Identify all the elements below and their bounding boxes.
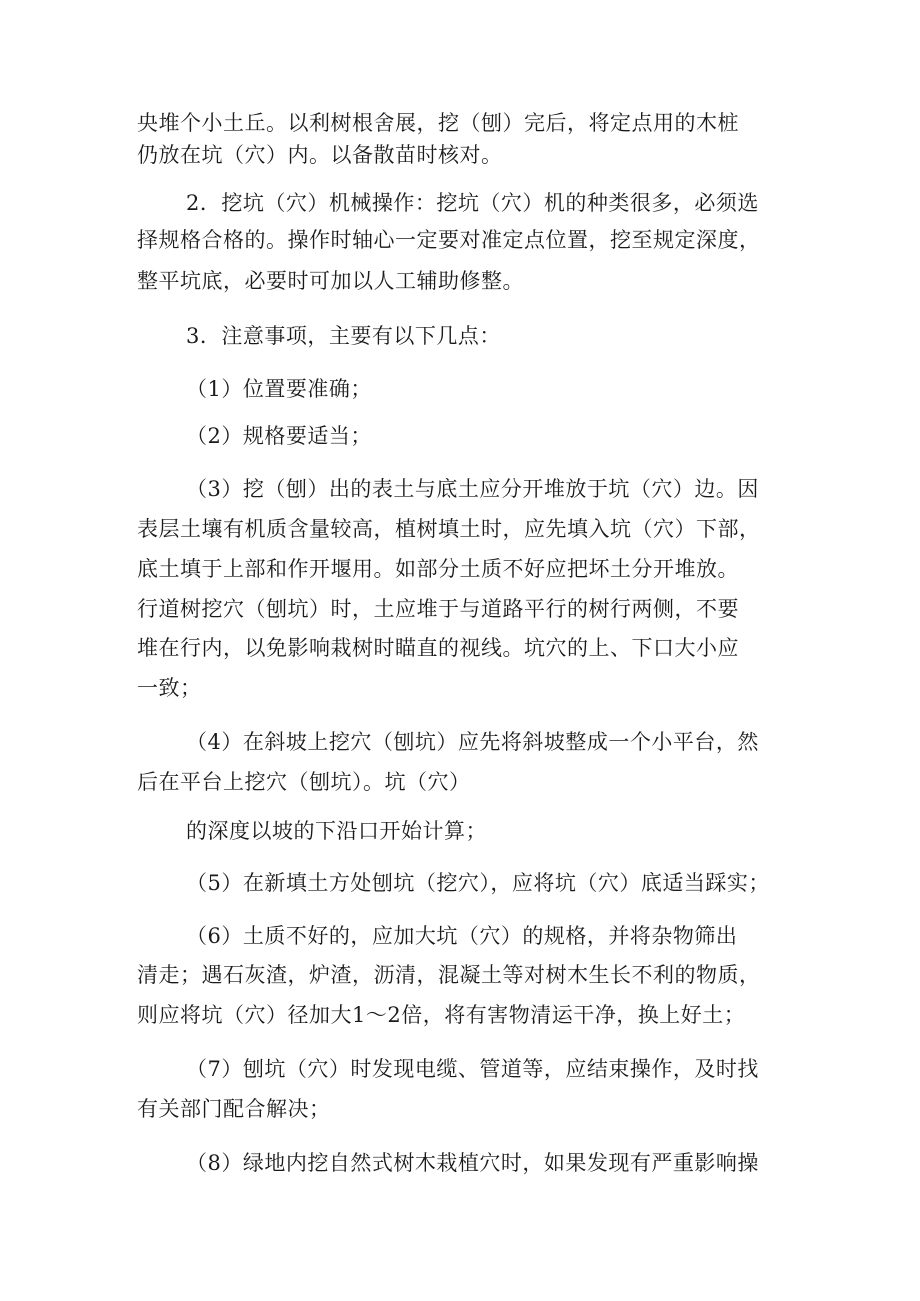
list-item-8: （8）绿地内挖自然式树木栽植穴时，如果发现有严重影响操 [186, 1151, 759, 1175]
text-line: 堆在行内，以免影响栽树时瞄直的视线。坑穴的上、下口大小应 [137, 636, 739, 660]
list-item-3: （3）挖（刨）出的表土与底土应分开堆放于坑（穴）边。因 [186, 477, 759, 501]
text-line: 表层土壤有机质含量较高，植树填土时，应先填入坑（穴）下部， [137, 517, 761, 541]
paragraph-2-line: 2．挖坑（穴）机械操作：挖坑（穴）机的种类很多，必须选 [186, 191, 759, 215]
list-item-5: （5）在新填土方处刨坑（挖穴），应将坑（穴）底适当踩实； [186, 871, 770, 895]
text-line: 整平坑底，必要时可加以人工辅助修整。 [137, 269, 524, 293]
text-line: 有关部门配合解决； [137, 1097, 331, 1121]
list-item-6: （6）土质不好的，应加大坑（穴）的规格，并将杂物筛出 [186, 924, 738, 948]
text-line: 后在平台上挖穴（刨坑）。坑（穴） [137, 770, 471, 794]
text-line: 择规格合格的。操作时轴心一定要对准定点位置，挖至规定深度， [137, 228, 761, 252]
list-item-1: （1）位置要准确； [186, 377, 372, 401]
text-line: 则应将坑（穴）径加大1～2倍，将有害物清运干净，换上好土； [137, 1003, 746, 1027]
list-item-2: （2）规格要适当； [186, 424, 372, 448]
paragraph-3-line: 3．注意事项，主要有以下几点： [186, 324, 501, 348]
text-line: 一致； [137, 676, 202, 700]
text-line: 底土填于上部和作开堰用。如部分土质不好应把坏土分开堆放。 [137, 557, 739, 581]
text-line: 仍放在坑（穴）内。以备散苗时核对。 [137, 143, 503, 167]
text-line: 清走；遇石灰渣，炉渣，沥清，混凝土等对树木生长不利的物质， [137, 963, 761, 987]
text-line: 的深度以坡的下沿口开始计算； [186, 819, 487, 843]
text-line: 行道树挖穴（刨坑）时，土应堆于与道路平行的树行两侧，不要 [137, 597, 739, 621]
text-line: 央堆个小土丘。以利树根舍展，挖（刨）完后，将定点用的木桩 [137, 111, 739, 135]
list-item-7: （7）刨坑（穴）时发现电缆、管道等，应结束操作，及时找 [186, 1057, 759, 1081]
list-item-4: （4）在斜坡上挖穴（刨坑）应先将斜坡整成一个小平台，然 [186, 730, 759, 754]
